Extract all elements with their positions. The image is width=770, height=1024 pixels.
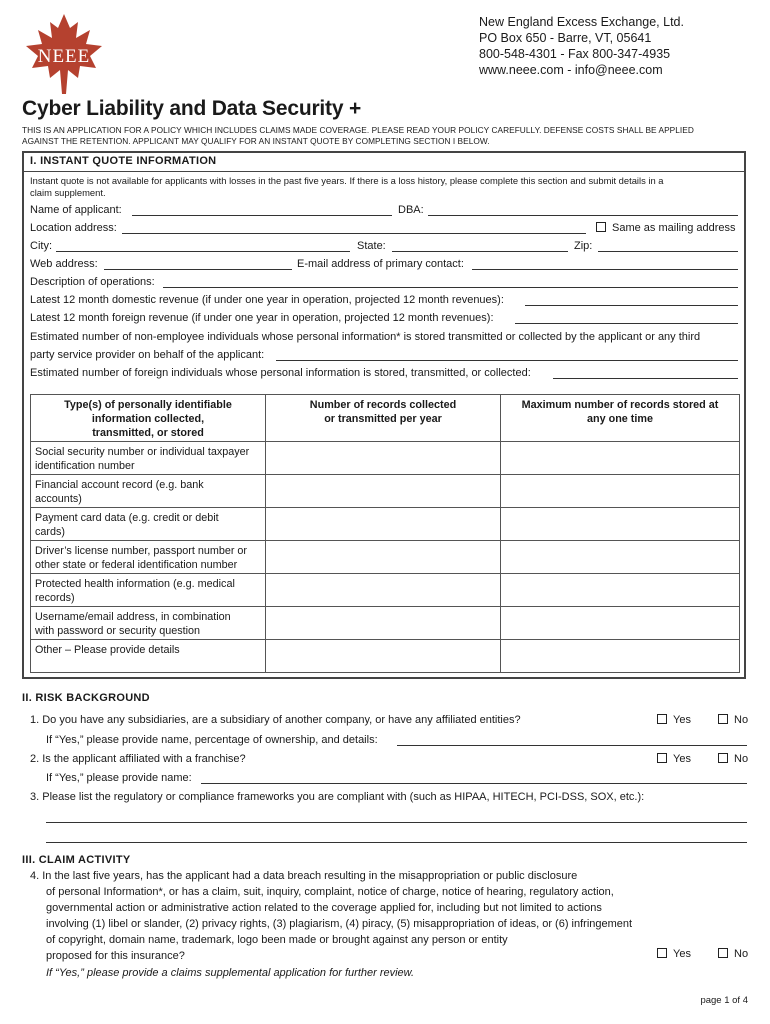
dba-field[interactable] <box>428 215 738 216</box>
max-records-stored-header: Maximum number of records stored at any one time <box>501 395 740 442</box>
records-collected-cell[interactable] <box>266 541 501 574</box>
q3-answer-line-2[interactable] <box>46 842 747 843</box>
city-label: City: <box>30 240 52 252</box>
pii-type-cell: Payment card data (e.g. credit or debit cards) <box>31 508 266 541</box>
section-2-heading: II. RISK BACKGROUND <box>22 692 150 704</box>
question-4-line-5: of copyright, domain name, trademark, logo been made or brought against any person or entity <box>46 934 508 946</box>
q2-no-checkbox[interactable] <box>718 753 728 763</box>
pii-type-cell: Driver’s license number, passport number or other state or federal identification number <box>31 541 266 574</box>
yes-label: Yes <box>673 948 691 960</box>
non-employee-label-1: Estimated number of non-employee individuals whose personal information* is stored transmitted or collected by the applicant or any third <box>30 331 701 343</box>
city-field[interactable] <box>56 251 350 252</box>
section-1-heading: I. INSTANT QUOTE INFORMATION <box>30 155 217 167</box>
notice-line-2: AGAINST THE RETENTION. APPLICANT MAY QUALIFY FOR AN INSTANT QUOTE BY COMPLETING SECTION I BELOW. <box>22 136 490 146</box>
email-field[interactable] <box>472 269 738 270</box>
pii-table-header-row <box>31 395 740 442</box>
non-employee-label-2: party service provider on behalf of the applicant: <box>30 349 265 361</box>
section-1-intro-2: claim supplement. <box>30 187 106 198</box>
name-field[interactable] <box>132 215 392 216</box>
q2-name-field[interactable] <box>201 783 747 784</box>
neee-logo <box>22 12 106 96</box>
q1-yes-option[interactable] <box>657 714 691 726</box>
yes-label: Yes <box>673 753 691 765</box>
question-3: 3. Please list the regulatory or compliance frameworks you are compliant with (such as HIPAA, HITECH, PCI-DSS, SOX, etc.): <box>30 791 645 803</box>
records-collected-cell[interactable] <box>266 574 501 607</box>
records-collected-cell[interactable] <box>266 475 501 508</box>
q4-yes-option[interactable] <box>657 948 691 960</box>
section-3-heading: III. CLAIM ACTIVITY <box>22 854 131 866</box>
q2-no-option[interactable] <box>718 753 748 765</box>
table-row <box>31 442 740 475</box>
email-label: E-mail address of primary contact: <box>297 258 464 270</box>
question-2-follow-up: If “Yes,” please provide name: <box>46 772 192 784</box>
no-label: No <box>734 714 749 726</box>
table-row <box>31 640 740 673</box>
pii-type-cell: Protected health information (e.g. medical records) <box>31 574 266 607</box>
foreign-individuals-field[interactable] <box>553 378 738 379</box>
table-row <box>31 475 740 508</box>
q2-yes-option[interactable] <box>657 753 691 765</box>
foreign-individuals-label: Estimated number of foreign individuals whose personal information is stored, transmitted, or collected: <box>30 367 531 379</box>
q2-yes-checkbox[interactable] <box>657 753 667 763</box>
page-number: page 1 of 4 <box>700 995 748 1006</box>
table-row <box>31 574 740 607</box>
no-label: No <box>734 948 749 960</box>
table-row <box>31 508 740 541</box>
web-label: Web address: <box>30 258 98 270</box>
company-name: New England Excess Exchange, Ltd. <box>479 15 684 29</box>
location-label: Location address: <box>30 222 117 234</box>
company-web: www.neee.com - info@neee.com <box>479 63 663 77</box>
company-phone: 800-548-4301 - Fax 800-347-4935 <box>479 47 671 61</box>
max-records-cell[interactable] <box>501 640 740 673</box>
q4-no-checkbox[interactable] <box>718 948 728 958</box>
notice-line-1: THIS IS AN APPLICATION FOR A POLICY WHICH INCLUDES CLAIMS MADE COVERAGE. PLEASE READ YOUR POLICY CAREFULLY. DEFENSE COSTS SHALL BE APPLIED <box>22 125 694 135</box>
section-1-intro-1: Instant quote is not available for applicants with losses in the past five years. If there is a loss history, please complete this section and submit details in a <box>30 175 664 186</box>
q1-details-field[interactable] <box>397 745 747 746</box>
max-records-cell[interactable] <box>501 541 740 574</box>
operations-field[interactable] <box>163 287 738 288</box>
no-label: No <box>734 753 749 765</box>
max-records-cell[interactable] <box>501 475 740 508</box>
pii-records-table <box>30 394 740 673</box>
q1-no-checkbox[interactable] <box>718 714 728 724</box>
question-4-line-4: involving (1) libel or slander, (2) privacy rights, (3) plagiarism, (4) piracy, (5) misappropriation of ideas, or (6) infringement <box>46 918 633 930</box>
records-collected-cell[interactable] <box>266 442 501 475</box>
domestic-revenue-field[interactable] <box>525 305 738 306</box>
pii-type-cell: Username/email address, in combination with password or security question <box>31 607 266 640</box>
question-2: 2. Is the applicant affiliated with a franchise? <box>30 753 246 765</box>
location-field[interactable] <box>122 233 586 234</box>
foreign-revenue-label: Latest 12 month foreign revenue (if under one year in operation, projected 12 month revenues): <box>30 312 494 324</box>
state-field[interactable] <box>392 251 568 252</box>
records-collected-cell[interactable] <box>266 640 501 673</box>
max-records-cell[interactable] <box>501 574 740 607</box>
q1-yes-checkbox[interactable] <box>657 714 667 724</box>
table-row <box>31 541 740 574</box>
table-row <box>31 607 740 640</box>
q4-yes-checkbox[interactable] <box>657 948 667 958</box>
pii-type-cell: Other – Please provide details <box>31 640 266 673</box>
pii-type-header: Type(s) of personally identifiable information collected, transmitted, or stored <box>31 395 266 442</box>
records-collected-cell[interactable] <box>266 508 501 541</box>
records-collected-cell[interactable] <box>266 607 501 640</box>
question-4-line-1: 4. In the last five years, has the applicant had a data breach resulting in the misappropriation or public disclosure <box>30 870 578 882</box>
web-field[interactable] <box>104 269 292 270</box>
same-as-mailing-label: Same as mailing address <box>612 222 736 234</box>
q3-answer-line-1[interactable] <box>46 822 747 823</box>
yes-label: Yes <box>673 714 691 726</box>
zip-label: Zip: <box>574 240 593 252</box>
pii-type-cell: Social security number or individual taxpayer identification number <box>31 442 266 475</box>
q4-no-option[interactable] <box>718 948 748 960</box>
question-1: 1. Do you have any subsidiaries, are a subsidiary of another company, or have any affiliated entities? <box>30 714 521 726</box>
non-employee-field[interactable] <box>276 360 738 361</box>
pii-type-cell: Financial account record (e.g. bank accounts) <box>31 475 266 508</box>
dba-label: DBA: <box>398 204 424 216</box>
max-records-cell[interactable] <box>501 607 740 640</box>
question-4-line-3: governmental action or administrative action related to the coverage applied for, including but not limited to actions <box>46 902 602 914</box>
question-4-line-6: proposed for this insurance? <box>46 950 185 962</box>
name-label: Name of applicant: <box>30 204 122 216</box>
logo-text: NEEE <box>37 46 91 67</box>
company-po-box: PO Box 650 - Barre, VT, 05641 <box>479 31 652 45</box>
max-records-cell[interactable] <box>501 442 740 475</box>
same-as-mailing-checkbox[interactable] <box>596 222 606 232</box>
operations-label: Description of operations: <box>30 276 155 288</box>
q1-no-option[interactable] <box>718 714 748 726</box>
question-1-follow-up: If “Yes,” please provide name, percentage of ownership, and details: <box>46 734 378 746</box>
same-as-mailing-option[interactable] <box>596 222 736 234</box>
form-title: Cyber Liability and Data Security + <box>22 97 362 120</box>
state-label: State: <box>357 240 386 252</box>
foreign-revenue-field[interactable] <box>515 323 738 324</box>
max-records-cell[interactable] <box>501 508 740 541</box>
question-4-follow-up: If “Yes,” please provide a claims supplemental application for further review. <box>46 967 415 979</box>
question-4-line-2: of personal Information*, or has a claim, suit, inquiry, complaint, notice of charge, notice of hearing, regulatory action, <box>46 886 614 898</box>
zip-field[interactable] <box>598 251 738 252</box>
domestic-revenue-label: Latest 12 month domestic revenue (if under one year in operation, projected 12 month revenues): <box>30 294 504 306</box>
records-collected-header: Number of records collected or transmitted per year <box>266 395 501 442</box>
